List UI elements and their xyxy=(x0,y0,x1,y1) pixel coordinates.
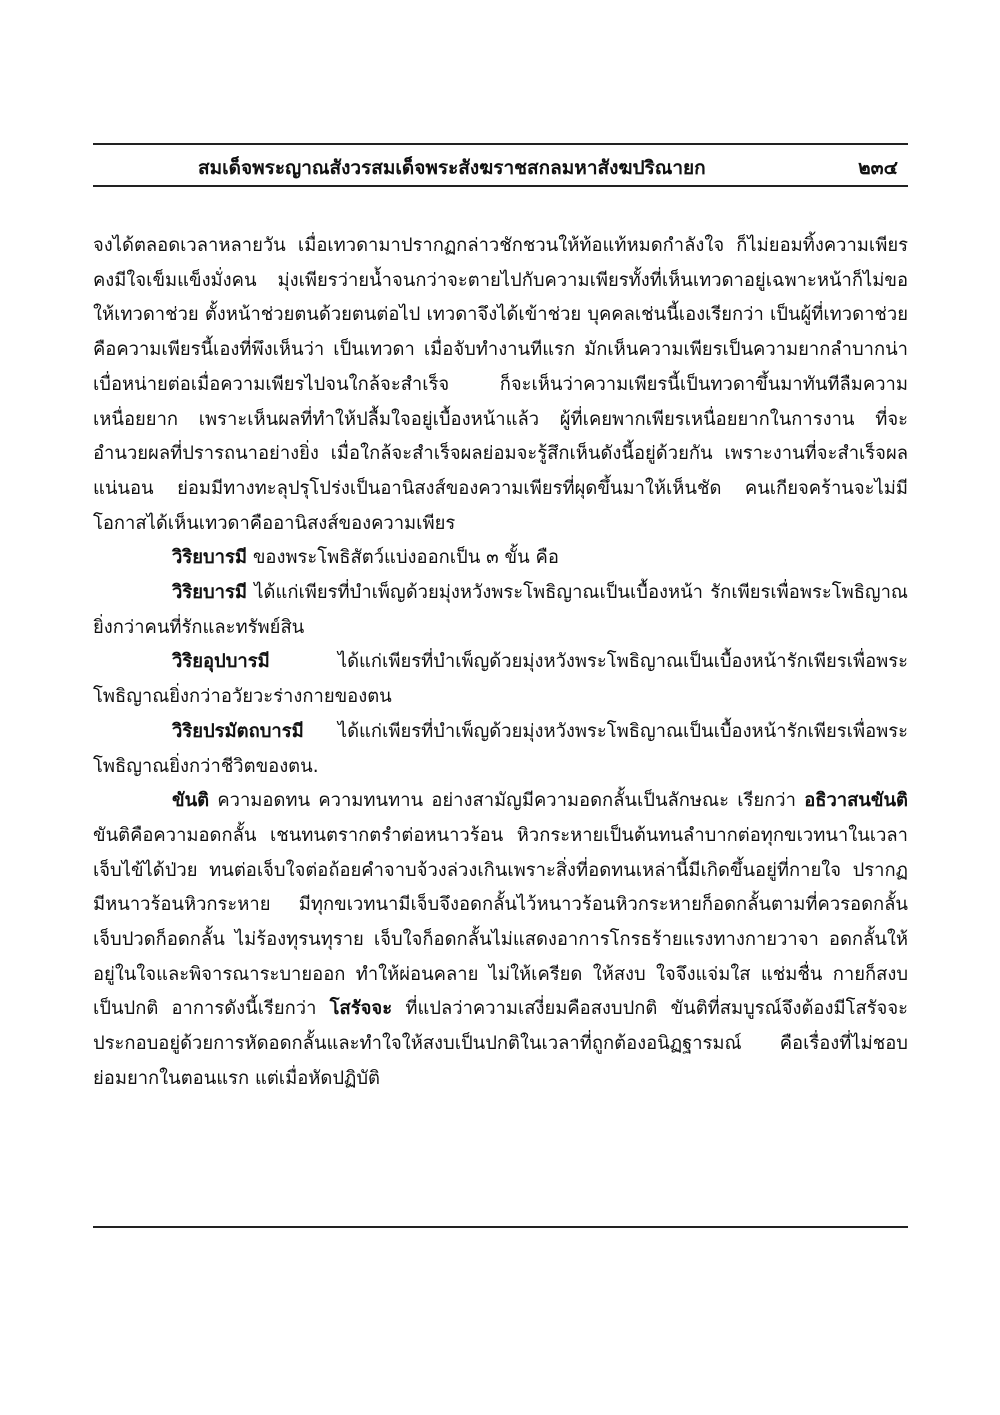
term-soracca: โสรัจจะ xyxy=(329,998,393,1020)
paragraph-4 xyxy=(93,645,908,714)
paragraph-5 xyxy=(93,715,908,784)
paragraph-text: ได้แก่เพียรที่บำเพ็ญด้วยมุ่งหวังพระโพธิญาณเป็นเบื้องหน้า รักเพียรเพื่อพระโพธิญาณยิ่งกว่าคนที่รักและทรัพย์สิน xyxy=(93,582,908,638)
term-viriya-paramattha-baramee: วิริยปรมัตถบารมี xyxy=(172,720,304,742)
paragraph-text: ได้แก่เพียรที่บำเพ็ญด้วยมุ่งหวังพระโพธิญาณเป็นเบื้องหน้ารักเพียรเพื่อพระโพธิญาณยิ่งกว่าอวัยวะร่างกายของตน xyxy=(93,651,908,708)
paragraph-text: ได้แก่เพียรที่บำเพ็ญด้วยมุ่งหวังพระโพธิญาณเป็นเบื้องหน้ารักเพียรเพื่อพระโพธิญาณยิ่งกว่าชีวิตของตน. xyxy=(93,720,908,777)
paragraph-text: ของพระโพธิสัตว์แบ่งออกเป็น ๓ ขั้น คือ xyxy=(246,547,559,569)
term-viriya-baramee: วิริยบารมี xyxy=(172,582,247,604)
header-title: สมเด็จพระญาณสังวรสมเด็จพระสังฆราชสกลมหาสังฆปริณายก xyxy=(198,157,706,179)
term-viriya-upabaramee: วิริยอุปบารมี xyxy=(172,651,270,673)
paragraph-1 xyxy=(93,229,908,541)
term-khanti: ขันติ xyxy=(172,790,210,812)
paragraph-text: ที่แปลว่าความเสงี่ยมคือสงบปกติ ขันติที่สมบูรณ์จึงต้องมีโสรัจจะ ประกอบอยู่ด้วยการหัดอดกลั้นและทำใจให้สงบเป็นปกติในเวลาที่ถูกต้องอนิฏฐารมณ์ คือเรื่องที่ไม่ชอบ ย่อมยากในตอนแรก แต่เมื่อหัดปฏิบัติ xyxy=(93,998,908,1089)
term-adhivasana-khanti: อธิวาสนขันติ xyxy=(804,790,908,812)
running-header xyxy=(93,146,908,184)
term-viriya-baramee: วิริยบารมี xyxy=(172,547,247,569)
paragraph-text: ขันติคือความอดกลั้น เชนทนตรากตรำต่อหนาวร้อน หิวกระหายเป็นต้นทนลำบากต่อทุกขเวทนาในเวลาเจ็บไข้ได้ป่วย ทนต่อเจ็บใจต่อถ้อยคำจาบจ้วงล่วงเกินเพราะสิ่งที่อดทนเหล่านี้มีเกิดขึ้นอยู่ที่กายใจ ปรากฏมีหนาวร้อนหิวกระหาย มีทุกขเวทนามีเจ็บจึงอดกลั้นไว้หนาวร้อนหิวกระหายก็อดกลั้นตามที่ควรอดกลั้น เจ็บปวดก็อดกลั้น ไม่ร้องทุรนทุราย เจ็บใจก็อดกลั้นไม่แสดงอาการโกรธร้ายแรงทางกายวาจา อดกลั้นให้อยู่ในใจและพิจารณาระบายออก ทำให้ผ่อนคลาย ไม่ให้เครียด ให้สงบ ใจจึงแจ่มใส แช่มชื่น กายก็สงบเป็นปกติ อาการดังนี้เรียกว่า xyxy=(93,824,908,1020)
header-bottom-rule xyxy=(93,185,908,187)
paragraph-2 xyxy=(93,541,908,576)
paragraph-text: ความอดทน ความทนทาน อย่างสามัญมีความอดกลั้นเป็นลักษณะ เรียกว่า xyxy=(209,790,805,812)
header-top-rule xyxy=(93,143,908,145)
page-number: ๒๓๔ xyxy=(858,157,898,179)
body-text xyxy=(93,229,908,1097)
paragraph-3 xyxy=(93,576,908,645)
paragraph-text: จงได้ตลอดเวลาหลายวัน เมื่อเทวดามาปรากฏกล่าวชักชวนให้ท้อแท้หมดกำลังใจ ก็ไม่ยอมทิ้งความเพียร คงมีใจเข็มแข็งมั่งคน มุ่งเพียรว่ายน้ำจนกว่าจะตายไปกับความเพียรทั้งที่เห็นเทวดาอยู่เฉพาะหน้าก็ไม่ขอให้เทวดาช่วย ตั้งหน้าช่วยตนด้วยตนต่อไป เทวดาจึงได้เข้าช่วย บุคคลเช่นนี้เองเรียกว่า เป็นผู้ที่เทวดาช่วย คือความเพียรนี้เองที่พึงเห็นว่า เป็นเทวดา เมื่อจับทำงานทีแรก มักเห็นความเพียรเป็นความยากลำบากน่าเบื่อหน่ายต่อเมื่อความเพียรไปจนใกล้จะสำเร็จ ก็จะเห็นว่าความเพียรนี้เป็นทวดาขึ้นมาทันทีลืมความเหนื่อยยาก เพราะเห็นผลที่ทำให้ปลื้มใจอยู่เบื้องหน้าแล้ว ผู้ที่เคยพากเพียรเหนื่อยยากในการงาน ที่จะอำนวยผลที่ปรารถนาอย่างยิ่ง เมื่อใกล้จะสำเร็จผลย่อมจะรู้สึกเห็นดังนี้อยู่ด้วยกัน เพราะงานที่จะสำเร็จผลแน่นอน ย่อมมีทางทะลุปรุโปร่งเป็นอานิสงส์ของความเพียรที่ผุดขึ้นมาให้เห็นชัด คนเกียจคร้านจะไม่มีโอกาสได้เห็นเทวดาคืออานิสงส์ของความเพียร xyxy=(93,235,908,534)
footer-rule xyxy=(93,1226,908,1228)
paragraph-6 xyxy=(93,784,908,1096)
